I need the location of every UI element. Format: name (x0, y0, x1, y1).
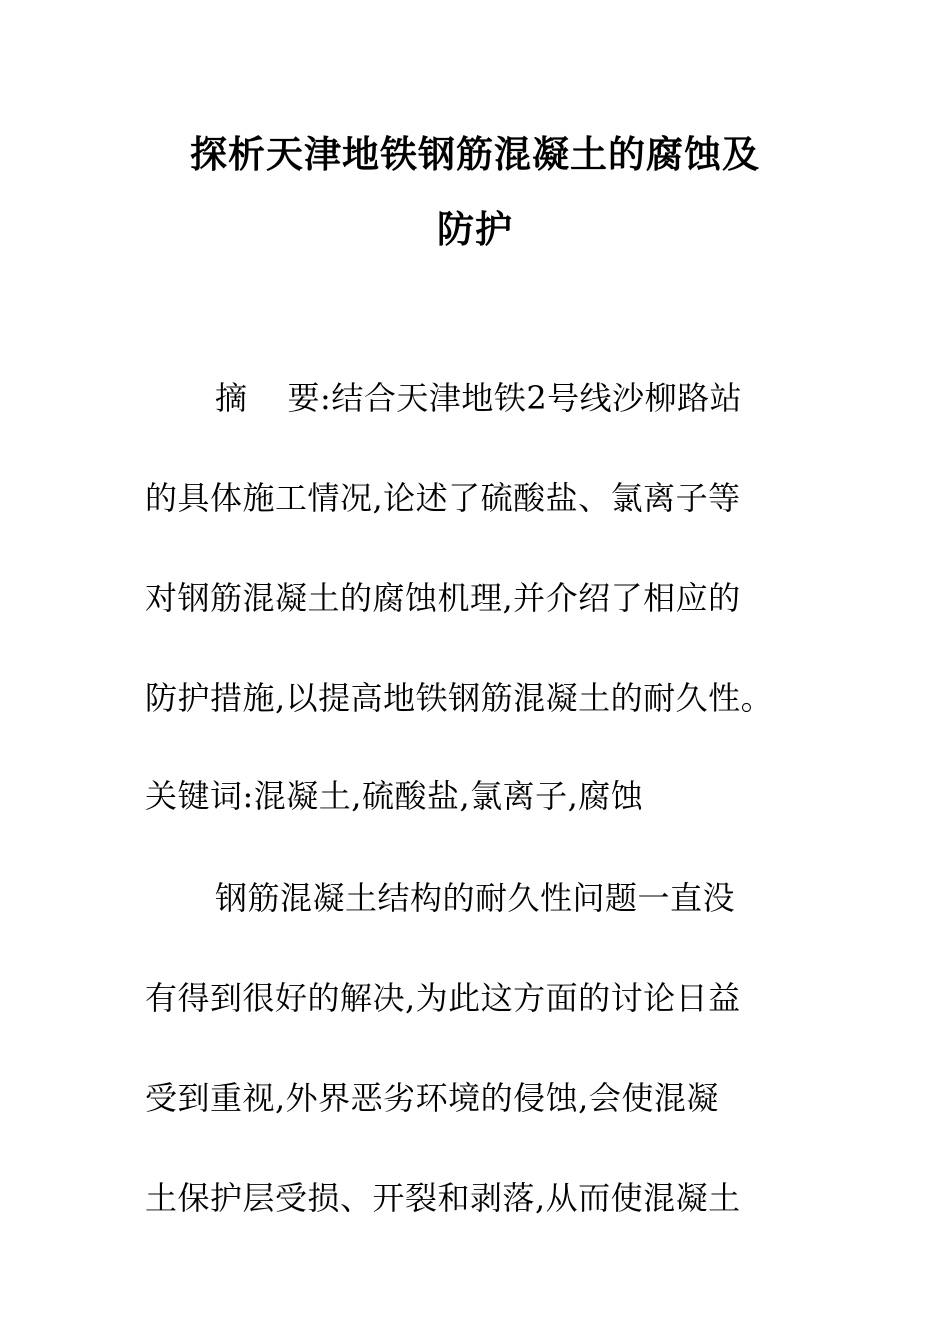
abstract-text-line-1: 结合天津地铁2号线沙柳路站 (331, 379, 743, 417)
abstract-text-line-2: 的具体施工情况,论述了硫酸盐、氯离子等 (145, 479, 741, 517)
title-line-1: 探析天津地铁钢筋混凝土的腐蚀及 (190, 132, 760, 176)
abstract-label-part-a: 摘 (215, 379, 248, 417)
abstract-text-line-4: 防护措施,以提高地铁钢筋混凝土的耐久性。 (145, 679, 774, 717)
body-text-line-1: 钢筋混凝土结构的耐久性问题一直没 (215, 879, 736, 917)
keywords-line: 关键词:混凝土,硫酸盐,氯离子,腐蚀 (145, 777, 644, 815)
abstract-first-line (215, 379, 743, 417)
body-text-line-3: 受到重视,外界恶劣环境的侵蚀,会使混凝 (145, 1079, 719, 1117)
abstract-text-line-3: 对钢筋混凝土的腐蚀机理,并介绍了相应的 (145, 579, 741, 617)
body-text-line-4: 土保护层受损、开裂和剥落,从而使混凝土 (145, 1179, 741, 1217)
title-line-2: 防护 (437, 207, 513, 251)
body-text-line-2: 有得到很好的解决,为此这方面的讨论日益 (145, 979, 741, 1017)
abstract-label-part-b: 要: (287, 379, 332, 417)
